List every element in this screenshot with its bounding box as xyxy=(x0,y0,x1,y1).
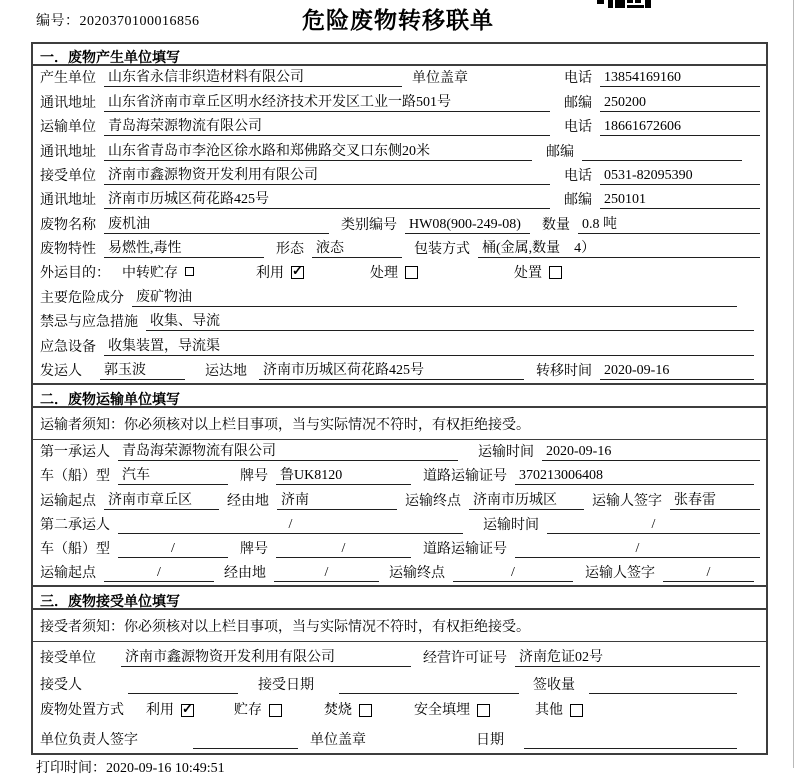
transfer-time-value: 2020-09-16 xyxy=(600,363,754,380)
vehicle-label: 车（船）型 xyxy=(40,542,110,558)
vehicle1-value: 汽车 xyxy=(118,464,228,485)
zip-label: 邮编 xyxy=(546,144,574,160)
field-purpose xyxy=(33,261,766,285)
field-produce-unit xyxy=(33,66,766,90)
transporter-notice-text: 运输者须知：你必须核对以上栏目事项，当与实际情况不符时，有权拒绝接受。 xyxy=(40,417,530,433)
category-value: HW08(900-249-08) xyxy=(405,217,530,234)
sign-label: 运输人签字 xyxy=(585,566,655,582)
field-taboo xyxy=(33,310,766,334)
road-cert2-value: / xyxy=(515,541,760,558)
equip-value: 收集装置，导流渠 xyxy=(104,335,754,356)
section3-body xyxy=(33,642,766,752)
field-vehicle1 xyxy=(33,464,766,488)
end2-value: / xyxy=(453,565,573,582)
field-receive-addr xyxy=(33,188,766,212)
produce-unit-label: 产生单位 xyxy=(40,71,96,87)
transport-time1-value: 2020-09-16 xyxy=(542,444,760,461)
section2-notice xyxy=(33,408,766,440)
taboo-label: 禁忌与应急措施 xyxy=(40,315,138,331)
hazard-value: 废矿物油 xyxy=(132,286,737,307)
disposal-opt-other-label: 其他 xyxy=(535,703,563,719)
transport-zip-value xyxy=(582,144,742,161)
road-cert1-value: 370213006408 xyxy=(515,468,754,485)
section2-body xyxy=(33,440,766,585)
produce-unit-value: 山东省永信非织造材料有限公司 xyxy=(104,66,402,87)
dest-value: 济南市历城区荷花路425号 xyxy=(259,359,524,380)
field-route2 xyxy=(33,561,766,585)
transport-time-label: 运输时间 xyxy=(478,445,534,461)
transport-time-label: 运输时间 xyxy=(483,517,539,533)
disposal-opt-store-label: 贮存 xyxy=(234,703,262,719)
disposal-opt-use-label: 利用 xyxy=(146,703,174,719)
category-label: 类别编号 xyxy=(341,217,397,233)
sign-qty-label: 签收量 xyxy=(533,678,575,694)
field-transport-addr xyxy=(33,139,766,163)
receive-unit3-value: 济南市鑫源物资开发利用有限公司 xyxy=(121,646,411,667)
sign2-value: / xyxy=(663,565,754,582)
carrier2-value: / xyxy=(118,517,463,534)
addr-label: 通讯地址 xyxy=(40,95,96,111)
field-vehicle2 xyxy=(33,537,766,561)
field-waste-character xyxy=(33,237,766,261)
date-value xyxy=(524,732,737,749)
vehicle-label: 车（船）型 xyxy=(40,469,110,485)
vehicle2-value: / xyxy=(118,541,228,558)
section2-header: 二．废物运输单位填写 xyxy=(33,383,766,408)
transport-unit-label: 运输单位 xyxy=(40,120,96,136)
carrier2-label: 第二承运人 xyxy=(40,517,110,533)
field-waste-name xyxy=(33,212,766,236)
produce-addr-value: 山东省济南市章丘区明水经济技术开发区工业一路501号 xyxy=(104,91,550,112)
hazard-label: 主要危险成分 xyxy=(40,290,124,306)
zip-label: 邮编 xyxy=(564,95,592,111)
form-label: 形态 xyxy=(276,242,304,258)
plate-label: 牌号 xyxy=(240,542,268,558)
form-value: 液态 xyxy=(312,237,402,258)
via2-value: / xyxy=(274,565,379,582)
license-label: 经营许可证号 xyxy=(423,650,507,666)
checkbox-disposal-burn xyxy=(359,704,372,717)
purpose-opt-treat-label: 处理 xyxy=(370,265,398,281)
receiver-notice-text: 接受者须知：你必须核对以上栏目事项，当与实际情况不符时，有权拒绝接受。 xyxy=(40,619,530,635)
print-time xyxy=(36,757,225,777)
unit-seal-label: 单位盖章 xyxy=(310,733,366,749)
checkbox-disposal-other xyxy=(570,704,583,717)
section1-body xyxy=(33,66,766,383)
field-carrier2 xyxy=(33,513,766,537)
addr-label: 通讯地址 xyxy=(40,144,96,160)
road-cert-label: 道路运输证号 xyxy=(423,469,507,485)
field-disposal xyxy=(33,697,766,725)
package-label: 包装方式 xyxy=(414,242,470,258)
via-label: 经由地 xyxy=(227,493,269,509)
document-number xyxy=(36,10,200,30)
origin-label: 运输起点 xyxy=(40,566,96,582)
checkbox-dispose xyxy=(549,266,562,279)
transport-time2-value: / xyxy=(547,517,760,534)
qty-label: 数量 xyxy=(542,217,570,233)
document-number-label: 编号： xyxy=(36,14,80,29)
transfer-time-label: 转移时间 xyxy=(536,364,592,380)
qr-code-fragment-icon xyxy=(597,0,651,8)
package-value: 桶(金属,数量 4） xyxy=(478,237,760,258)
purpose-opt-dispose-label: 处置 xyxy=(514,265,542,281)
disposal-opt-burn-label: 焚烧 xyxy=(324,703,352,719)
checkbox-disposal-store xyxy=(269,704,282,717)
field-transport-unit xyxy=(33,115,766,139)
dest-label: 运达地 xyxy=(205,364,247,380)
via1-value: 济南 xyxy=(277,489,397,510)
produce-zip-value: 250200 xyxy=(600,95,760,112)
checkbox-use xyxy=(291,266,304,279)
receive-unit-label: 接受单位 xyxy=(40,168,96,184)
print-time-value: 2020-09-16 10:49:51 xyxy=(106,761,225,776)
field-route1 xyxy=(33,488,766,512)
produce-phone-value: 13854169160 xyxy=(600,70,760,87)
manifest-form xyxy=(31,42,768,755)
via-label: 经由地 xyxy=(224,566,266,582)
phone-label: 电话 xyxy=(564,120,592,136)
field-equip xyxy=(33,334,766,358)
document-number-value: 2020370100016856 xyxy=(79,14,200,29)
receive-date-value xyxy=(339,677,519,694)
sign1-value: 张春雷 xyxy=(670,489,760,510)
disposal-label: 废物处置方式 xyxy=(40,703,124,719)
waste-name-value: 废机油 xyxy=(104,213,329,234)
receive-date-label: 接受日期 xyxy=(258,678,314,694)
section3-header: 三．废物接受单位填写 xyxy=(33,585,766,610)
taboo-value: 收集、导流 xyxy=(146,310,754,331)
field-produce-addr xyxy=(33,90,766,114)
checkbox-treat xyxy=(405,266,418,279)
road-cert-label: 道路运输证号 xyxy=(423,542,507,558)
end-label: 运输终点 xyxy=(389,566,445,582)
purpose-label: 外运目的： xyxy=(40,265,110,281)
origin1-value: 济南市章丘区 xyxy=(104,489,219,510)
transport-addr-value: 山东省青岛市李沧区徐水路和郑佛路交叉口东侧20米 xyxy=(104,140,532,161)
receive-phone-value: 0531-82095390 xyxy=(600,168,760,185)
receiver-value xyxy=(128,677,238,694)
zip-label: 邮编 xyxy=(564,193,592,209)
checkbox-disposal-landfill xyxy=(477,704,490,717)
phone-label: 电话 xyxy=(564,71,592,87)
purpose-opt-transfer-label: 中转贮存 xyxy=(122,265,178,281)
receive-addr-value: 济南市历城区荷花路425号 xyxy=(104,188,550,209)
receive-unit-label: 接受单位 xyxy=(40,650,96,666)
sign-qty-value xyxy=(589,677,737,694)
qty-value: 0.8 吨 xyxy=(578,213,760,234)
receiver-label: 接受人 xyxy=(40,678,82,694)
license-value: 济南危证02号 xyxy=(515,646,760,667)
checkbox-transfer-storage xyxy=(185,267,194,276)
plate-label: 牌号 xyxy=(240,469,268,485)
field-responsible-sign xyxy=(33,725,766,753)
shipper-value: 郭玉波 xyxy=(100,359,185,380)
field-shipper xyxy=(33,359,766,383)
field-receiver xyxy=(33,670,766,698)
screen-right-edge xyxy=(793,0,794,768)
waste-name-label: 废物名称 xyxy=(40,217,96,233)
print-time-label: 打印时间： xyxy=(36,761,106,776)
plate2-value: / xyxy=(276,541,411,558)
receive-unit-value: 济南市鑫源物资开发利用有限公司 xyxy=(104,164,550,185)
section3-notice xyxy=(33,610,766,642)
field-receive-unit xyxy=(33,164,766,188)
addr-label: 通讯地址 xyxy=(40,193,96,209)
carrier1-label: 第一承运人 xyxy=(40,445,110,461)
character-label: 废物特性 xyxy=(40,242,96,258)
field-hazard xyxy=(33,286,766,310)
responsible-sign-label: 单位负责人签字 xyxy=(40,733,138,749)
origin-label: 运输起点 xyxy=(40,493,96,509)
responsible-sign-value xyxy=(193,732,298,749)
shipper-label: 发运人 xyxy=(40,364,82,380)
transport-unit-value: 青岛海荣源物流有限公司 xyxy=(104,115,550,136)
end1-value: 济南市历城区 xyxy=(469,489,584,510)
page-title: 危险废物转移联单 xyxy=(302,8,494,33)
equip-label: 应急设备 xyxy=(40,339,96,355)
disposal-opt-landfill-label: 安全填埋 xyxy=(414,703,470,719)
receive-zip-value: 250101 xyxy=(600,192,760,209)
transport-phone-value: 18661672606 xyxy=(600,119,760,136)
carrier1-value: 青岛海荣源物流有限公司 xyxy=(118,440,458,461)
date-label: 日期 xyxy=(476,733,504,749)
plate1-value: 鲁UK8120 xyxy=(276,464,411,485)
section1-header: 一．废物产生单位填写 xyxy=(33,44,766,66)
origin2-value: / xyxy=(104,565,214,582)
phone-label: 电话 xyxy=(564,168,592,184)
checkbox-disposal-use xyxy=(181,704,194,717)
field-receive-unit3 xyxy=(33,642,766,670)
sign-label: 运输人签字 xyxy=(592,493,662,509)
purpose-opt-use-label: 利用 xyxy=(256,265,284,281)
end-label: 运输终点 xyxy=(405,493,461,509)
unit-seal-label: 单位盖章 xyxy=(412,71,468,87)
character-value: 易燃性,毒性 xyxy=(104,237,264,258)
field-carrier1 xyxy=(33,440,766,464)
